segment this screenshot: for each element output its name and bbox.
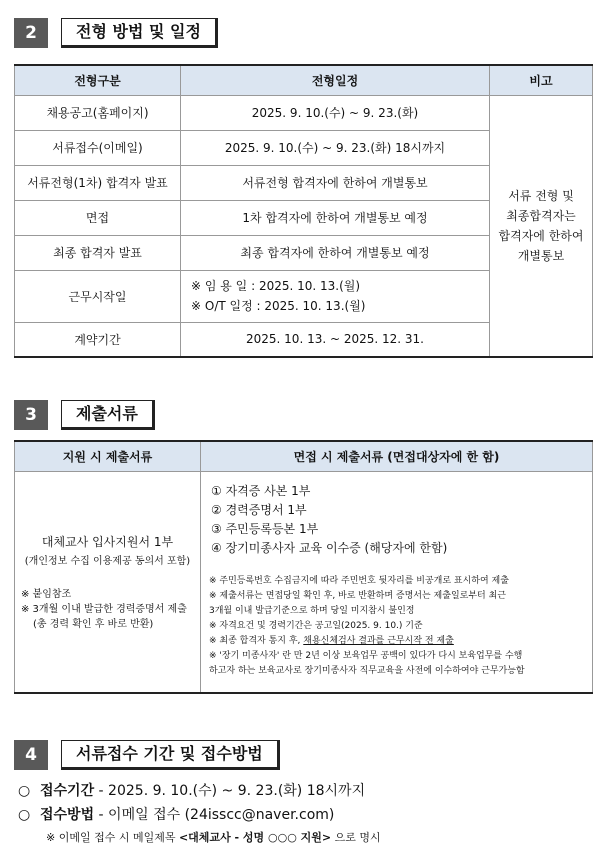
method-line [18, 804, 334, 824]
header-schedule: 전형일정 [181, 65, 490, 95]
period-line [18, 780, 365, 800]
note-line: ※ 제출서류는 면접당일 확인 후, 바로 반환하며 증명서는 제출일로부터 최근 [209, 590, 506, 601]
row-label: 근무시작일 [15, 270, 181, 322]
ot-date-line: ※ O/T 일정 : 2025. 10. 13.(월) [191, 299, 366, 313]
period-value: - 2025. 9. 10.(수) ~ 9. 23.(화) 18시까지 [94, 783, 366, 799]
note-line: ※ 주민등록번호 수집금지에 따라 주민번호 뒷자리를 비공개로 표시하여 제출 [209, 575, 509, 586]
section-number: 3 [14, 400, 48, 430]
schedule-table [14, 64, 593, 358]
email-subject-note [46, 829, 381, 845]
attach-label: ※ 붙임참조 [21, 588, 72, 600]
row-schedule: 1차 합격자에 한하여 개별통보 예정 [181, 200, 490, 235]
row-label: 서류접수(이메일) [15, 130, 181, 165]
remark-line: 합격자에 한하여 [498, 228, 584, 243]
attach-line: ※ 3개월 이내 발급한 경력증명서 제출 [21, 603, 187, 615]
note-line: ※ '장기 미종사자' 란 만 2년 이상 보육업무 공백이 있다가 다시 보육업무를 수행 [209, 650, 523, 661]
header-apply-docs: 지원 시 제출서류 [15, 441, 201, 471]
section-title: 전형 방법 및 일정 [61, 18, 218, 48]
row-schedule [181, 270, 490, 322]
row-schedule: 2025. 9. 10.(수) ~ 9. 23.(화) 18시까지 [181, 130, 490, 165]
row-schedule: 서류전형 합격자에 한하여 개별통보 [181, 165, 490, 200]
header-remark: 비고 [490, 65, 593, 95]
row-schedule: 최종 합격자에 한하여 개별통보 예정 [181, 235, 490, 270]
apply-docs-cell [15, 471, 201, 693]
section-title: 서류접수 기간 및 접수방법 [61, 740, 280, 770]
period-label: 접수기간 [40, 783, 95, 799]
note-line: 3개월 이내 발급기준으로 하며 당일 미지참시 불인정 [209, 605, 415, 616]
note-line [201, 634, 592, 649]
start-date-line: ※ 임 용 일 : 2025. 10. 13.(월) [191, 279, 361, 293]
note-line: ※ 자격요건 및 경력기간은 공고일(2025. 9. 10.) 기준 [209, 620, 423, 631]
row-label: 최종 합격자 발표 [15, 235, 181, 270]
header-interview-docs: 면접 시 제출서류 (면접대상자에 한 함) [201, 441, 593, 471]
row-schedule: 2025. 9. 10.(수) ~ 9. 23.(화) [181, 95, 490, 130]
bullet-icon: ○ [18, 783, 31, 799]
section-title: 제출서류 [61, 400, 155, 430]
table-row [15, 95, 593, 130]
row-label: 채용공고(홈페이지) [15, 95, 181, 130]
table-header-row [15, 65, 593, 95]
apply-doc: 대체교사 입사지원서 1부 [41, 534, 174, 549]
row-label: 계약기간 [15, 322, 181, 357]
note-line: 하고자 하는 보육교사로 장기미종사자 직무교육을 사전에 이수하여야 근무가능함 [209, 665, 525, 676]
header-category: 전형구분 [15, 65, 181, 95]
row-label: 서류전형(1차) 합격자 발표 [15, 165, 181, 200]
interview-doc-item: ① 자격증 사본 1부 [211, 483, 311, 498]
interview-doc-item: ④ 장기미종사자 교육 이수증 (해당자에 한함) [211, 540, 448, 555]
note-text: ※ 이메일 접수 시 메일제목 [46, 831, 179, 844]
email-subject-format: <대체교사 - 성명 ○○○ 지원> [178, 831, 332, 844]
remark-line: 서류 전형 및 [508, 188, 574, 203]
row-label: 면접 [15, 200, 181, 235]
remark-line: 최종합격자는 [506, 208, 576, 223]
attach-line: (총 경력 확인 후 바로 반환) [33, 618, 154, 630]
interview-doc-item: ③ 주민등록등본 1부 [211, 521, 319, 536]
table-row [15, 471, 593, 693]
interview-docs-cell [201, 471, 593, 693]
section-number: 2 [14, 18, 48, 48]
bullet-icon: ○ [18, 807, 31, 823]
method-label: 접수방법 [40, 807, 95, 823]
remark-cell [490, 95, 593, 357]
documents-table [14, 440, 593, 694]
row-schedule: 2025. 10. 13. ~ 2025. 12. 31. [181, 322, 490, 357]
note-text: 으로 명시 [331, 831, 381, 844]
section-number: 4 [14, 740, 48, 770]
note-text: ※ 최종 합격자 통지 후, [209, 635, 304, 646]
method-value: - 이메일 접수 (24isscc@naver.com) [94, 807, 335, 823]
remark-line: 개별통보 [517, 248, 565, 263]
note-underlined-text: 채용신체검사 결과를 근무시작 전 제출 [303, 635, 454, 646]
table-header-row [15, 441, 593, 471]
apply-doc-sub: (개인정보 수집 이용제공 동의서 포함) [24, 555, 191, 567]
interview-doc-item: ② 경력증명서 1부 [211, 502, 307, 517]
